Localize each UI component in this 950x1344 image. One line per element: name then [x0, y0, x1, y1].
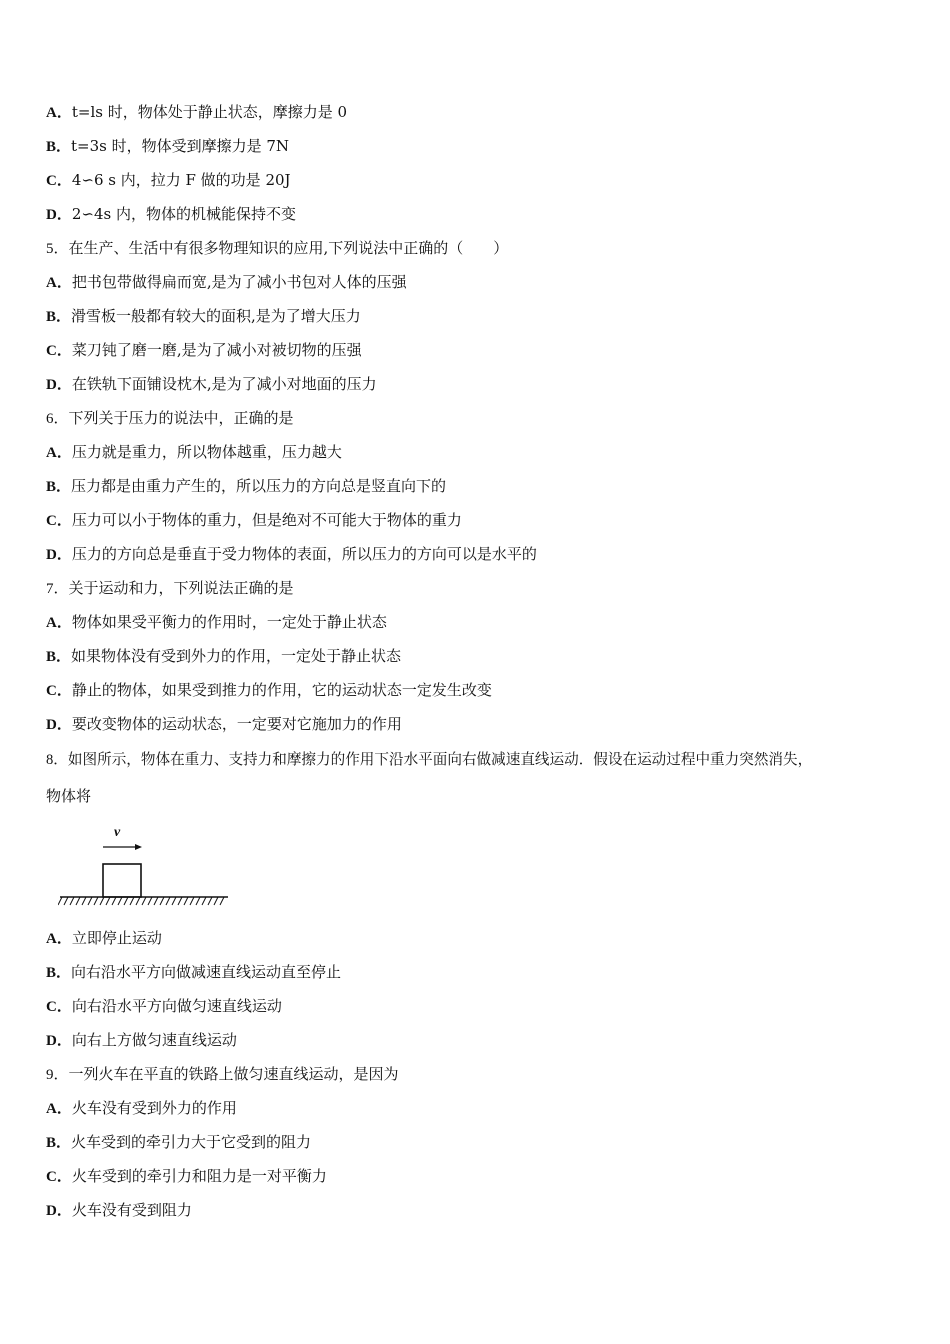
q5-option-c: C．菜刀钝了磨一磨,是为了减小对被切物的压强	[46, 341, 362, 359]
q9-option-d: D．火车没有受到阻力	[46, 1201, 192, 1219]
q7-option-a: A．物体如果受平衡力的作用时，一定处于静止状态	[46, 613, 387, 631]
q4-option-d: D．2∽4s 内，物体的机械能保持不变	[46, 205, 296, 223]
q9-option-a: A．火车没有受到外力的作用	[46, 1099, 237, 1117]
q6-option-b: B．压力都是由重力产生的，所以压力的方向总是竖直向下的	[46, 477, 447, 495]
q4-option-c: C．4∽6 s 内，拉力 F 做的功是 20J	[46, 171, 291, 189]
q5-stem: 5．在生产、生活中有很多物理知识的应用,下列说法中正确的（ ）	[46, 239, 509, 257]
q6-option-a: A．压力就是重力，所以物体越重，压力越大	[46, 443, 342, 461]
q6-option-c: C．压力可以小于物体的重力，但是绝对不可能大于物体的重力	[46, 511, 462, 529]
q7-option-c: C．静止的物体，如果受到推力的作用，它的运动状态一定发生改变	[46, 681, 492, 699]
velocity-arrow-icon	[103, 844, 142, 850]
q8-option-c: C．向右沿水平方向做匀速直线运动	[46, 997, 282, 1015]
q9-option-c: C．火车受到的牵引力和阻力是一对平衡力	[46, 1167, 327, 1185]
ground-hatching	[58, 897, 224, 905]
q5-option-b: B．滑雪板一般都有较大的面积,是为了增大压力	[46, 307, 361, 325]
q8-stem-line2: 物体将	[46, 787, 92, 805]
q7-option-b: B．如果物体没有受到外力的作用，一定处于静止状态	[46, 647, 402, 665]
q8-block-figure	[58, 824, 233, 910]
block	[103, 864, 141, 897]
q9-stem: 9．一列火车在平直的铁路上做匀速直线运动，是因为	[46, 1065, 399, 1083]
q8-stem-line1: 8．如图所示，物体在重力、支持力和摩擦力的作用下沿水平面向右做减速直线运动．假设在运动过程中重力突然消失，	[46, 751, 813, 768]
q4-option-b: B．t=3s 时，物体受到摩擦力是 7N	[46, 137, 290, 155]
q5-option-a: A．把书包带做得扁而宽,是为了减小书包对人体的压强	[46, 273, 407, 291]
q9-option-b: B．火车受到的牵引力大于它受到的阻力	[46, 1133, 312, 1151]
velocity-label: v	[114, 825, 121, 840]
q8-option-b: B．向右沿水平方向做减速直线运动直至停止	[46, 963, 342, 981]
q5-option-d: D．在铁轨下面铺设枕木,是为了减小对地面的压力	[46, 375, 377, 393]
q8-option-d: D．向右上方做匀速直线运动	[46, 1031, 237, 1049]
q6-option-d: D．压力的方向总是垂直于受力物体的表面，所以压力的方向可以是水平的	[46, 545, 537, 563]
q6-stem: 6．下列关于压力的说法中，正确的是	[46, 409, 294, 427]
q8-option-a: A．立即停止运动	[46, 929, 162, 947]
q7-option-d: D．要改变物体的运动状态，一定要对它施加力的作用	[46, 715, 402, 733]
q7-stem: 7．关于运动和力，下列说法正确的是	[46, 579, 294, 597]
q4-option-a: A．t=ls 时，物体处于静止状态，摩擦力是 0	[46, 103, 348, 121]
